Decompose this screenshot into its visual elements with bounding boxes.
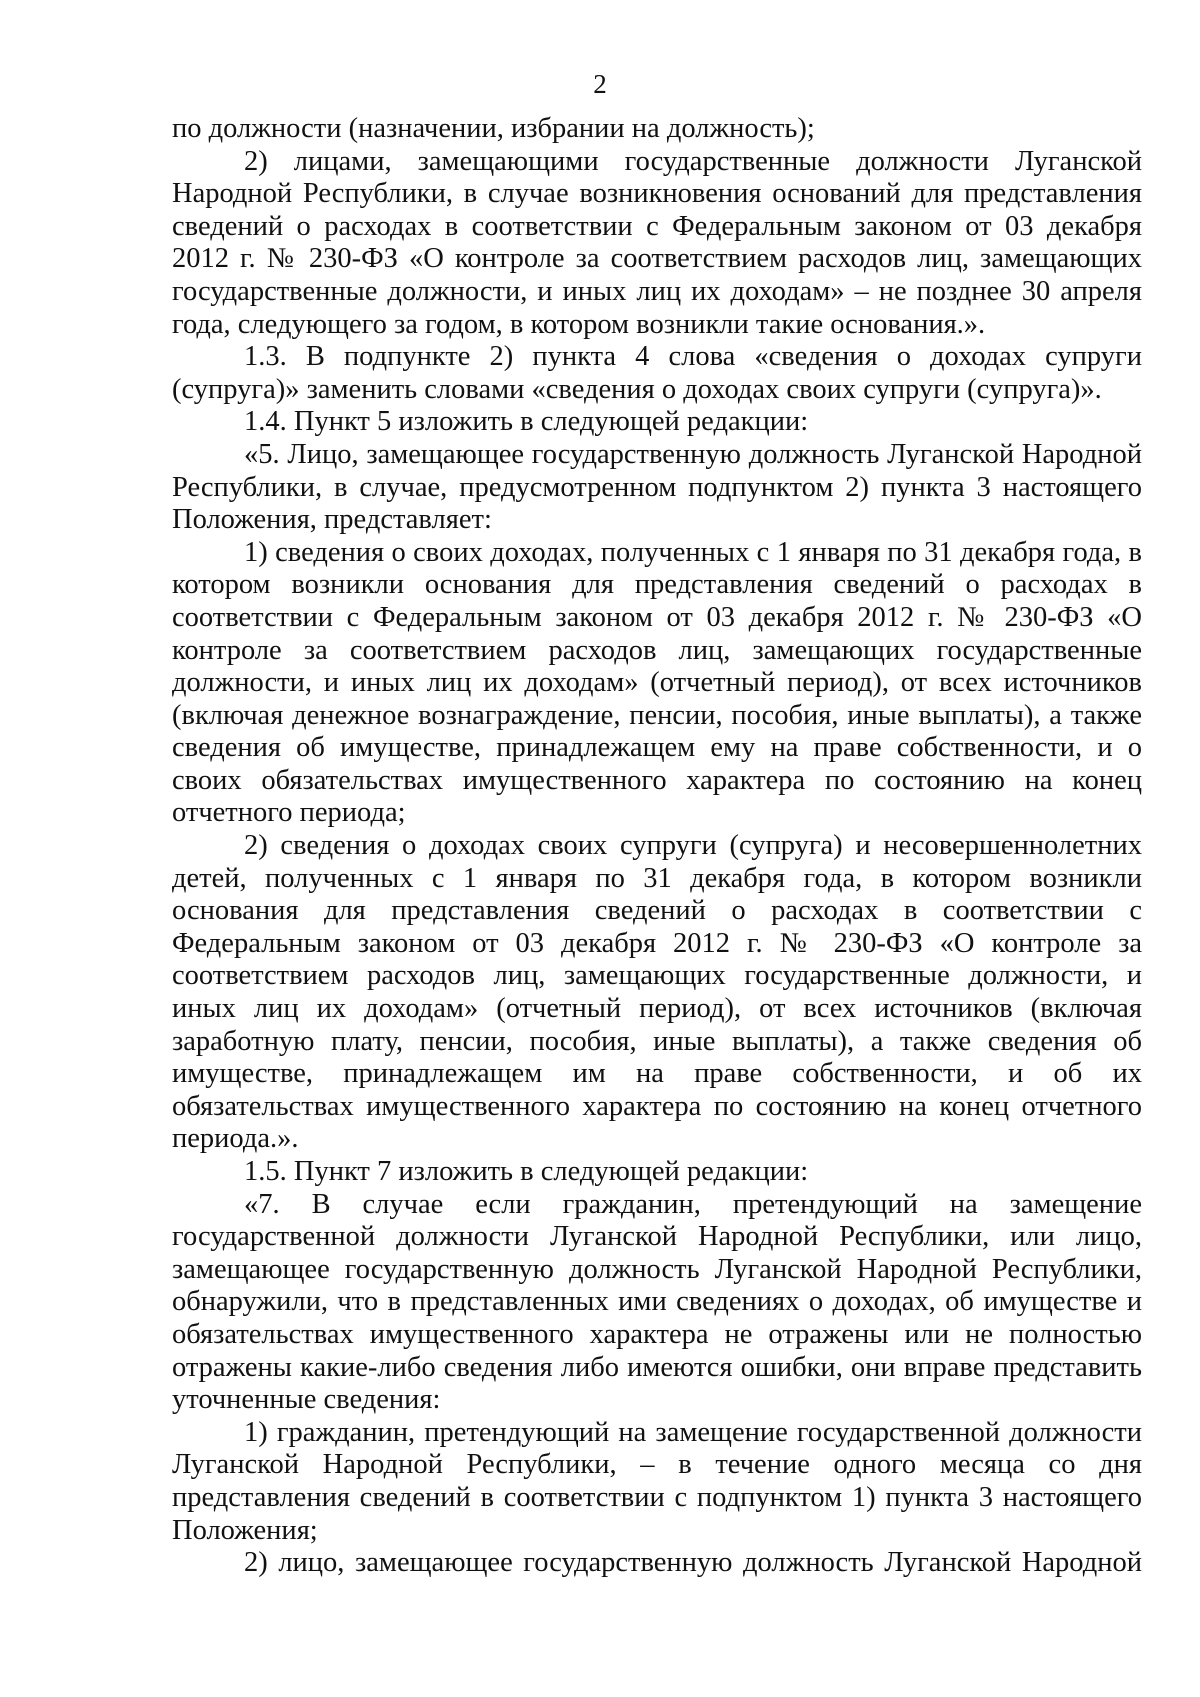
paragraph: 2) сведения о доходах своих супруги (супруга) и несовершеннолетних детей, полученных с 1 января по 31 декабря года, в котором возникли основания для представления сведений о расходах в соответствии с Федеральным законом от 03 декабря 2012 г. № 230-ФЗ «О контроле за соответствием расходов лиц, замещающих государственные должности, и иных лиц их доходам» (отчетный период), от всех источников (включая заработную плату, пенсии, пособия, иные выплаты), а также сведения об имуществе, принадлежащем им на праве собственности, и об их обязательствах имущественного характера по состоянию на конец отчетного периода.». [172, 830, 1142, 1155]
page-number: 2 [593, 69, 607, 99]
paragraph: «5. Лицо, замещающее государственную должность Луганской Народной Республики, в случае, предусмотренном подпунктом 2) пункта 3 настоящего Положения, представляет: [172, 438, 1142, 536]
paragraph: по должности (назначении, избрании на должность); [172, 113, 815, 144]
paragraph: 2) лицами, замещающими государственные должности Луганской Народной Республики, в случае возникновения оснований для представления сведений о расходах в соответствии с Федеральным законом от 03 декабря 2012 г. № 230-ФЗ «О контроле за соответствием расходов лиц, замещающих государственные должности, и иных лиц их доходам» – не позднее 30 апреля года, следующего за годом, в котором возникли такие основания.». [172, 145, 1142, 340]
document-body [172, 113, 1142, 1580]
paragraph: 1.3. В подпункте 2) пункта 4 слова «сведения о доходах супруги (супруга)» заменить словами «сведения о доходах своих супруги (супруга)». [172, 341, 1142, 405]
paragraph: 1) сведения о своих доходах, полученных с 1 января по 31 декабря года, в котором возникли основания для представления сведений о расходах в соответствии с Федеральным законом от 03 декабря 2012 г. № 230-ФЗ «О контроле за соответствием расходов лиц, замещающих государственные должности, и иных лиц их доходам» (отчетный период), от всех источников (включая денежное вознаграждение, пенсии, пособия, иные выплаты), а также сведения об имуществе, принадлежащем ему на праве собственности, и о своих обязательствах имущественного характера по состоянию на конец отчетного периода; [172, 536, 1142, 829]
paragraph: 2) лицо, замещающее государственную должность Луганской Народной [244, 1547, 1142, 1579]
paragraph: 1.4. Пункт 5 изложить в следующей редакции: [244, 406, 809, 438]
paragraph: «7. В случае если гражданин, претендующий на замещение государственной должности Луганской Народной Республики, или лицо, замещающее государственную должность Луганской Народной Республики, обнаружили, что в представленных ими сведениях о доходах, об имуществе и обязательствах имущественного характера не отражены или не полностью отражены какие-либо сведения либо имеются ошибки, они вправе представить уточненные сведения: [172, 1188, 1142, 1416]
paragraph: 1.5. Пункт 7 изложить в следующей редакции: [244, 1156, 809, 1187]
paragraph: 1) гражданин, претендующий на замещение государственной должности Луганской Народной Республики, – в течение одного месяца со дня представления сведений в соответствии с подпунктом 1) пункта 3 настоящего Положения; [172, 1416, 1142, 1546]
